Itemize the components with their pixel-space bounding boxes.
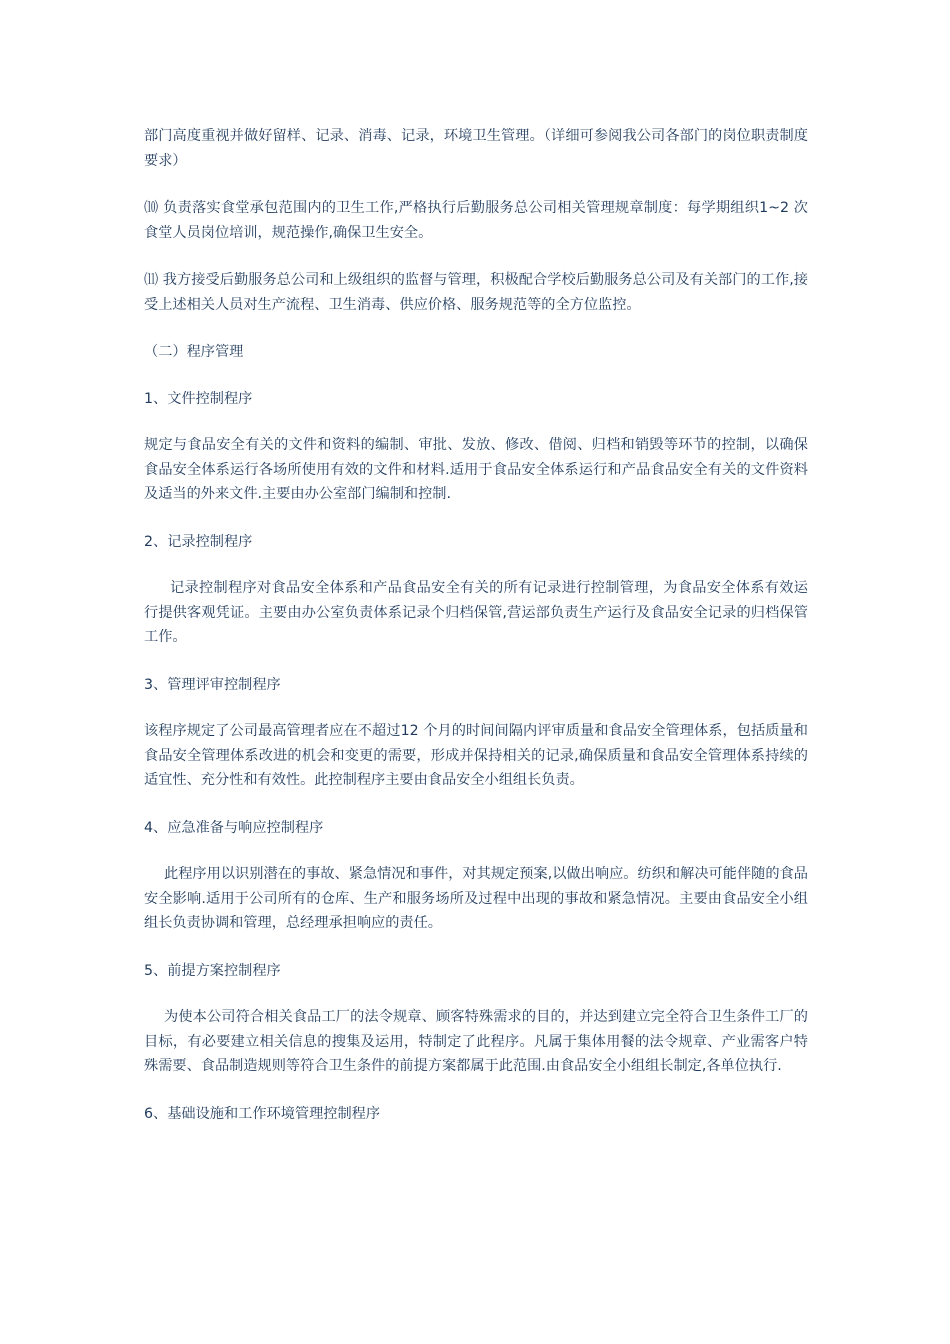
paragraph-item-11: ⑾ 我方接受后勤服务总公司和上级组织的监督与管理，积极配合学校后勤服务总公司及有关部门的工作,接受上述相关人员对生产流程、卫生消毒、供应价格、服务规范等的全方位监控。 (144, 272, 808, 313)
heading-document-control: 1、文件控制程序 (144, 390, 253, 407)
paragraph-prerequisite-program: 为使本公司符合相关食品工厂的法令规章、顾客特殊需求的目的，并达到建立完全符合卫生条件工厂的目标，有必要建立相关信息的搜集及运用，特制定了此程序。凡属于集体用餐的法令规章、产业需客户特殊需要、食品制造规则等符合卫生条件的前提方案都属于此范围.由食品安全小组组长制定,各单位执行. (144, 1009, 808, 1074)
document-body (144, 124, 808, 1148)
paragraph-management-review: 该程序规定了公司最高管理者应在不超过12 个月的时间间隔内评审质量和食品安全管理体系，包括质量和食品安全管理体系改进的机会和变更的需要，形成并保持相关的记录,确保质量和食品安全管理体系持续的适宜性、充分性和有效性。此控制程序主要由食品安全小组组长负责。 (144, 723, 808, 788)
paragraph-hygiene-management: 部门高度重视并做好留样、记录、消毒、记录，环境卫生管理。（详细可参阅我公司各部门的岗位职责制度要求） (144, 128, 808, 169)
paragraph-document-control: 规定与食品安全有关的文件和资料的编制、审批、发放、修改、借阅、归档和销毁等环节的控制，以确保食品安全体系运行各场所使用有效的文件和材料.适用于食品安全体系运行和产品食品安全有关的文件资料及适当的外来文件.主要由办公室部门编制和控制. (144, 437, 808, 502)
heading-record-control: 2、记录控制程序 (144, 533, 253, 550)
paragraph-emergency-response: 此程序用以识别潜在的事故、紧急情况和事件，对其规定预案,以做出响应。纺织和解决可能伴随的食品安全影响.适用于公司所有的仓库、生产和服务场所及过程中出现的事故和紧急情况。主要由食品安全小组组长负责协调和管理，总经理承担响应的责任。 (144, 866, 808, 931)
heading-management-review: 3、管理评审控制程序 (144, 676, 281, 693)
heading-infrastructure-environment: 6、基础设施和工作环境管理控制程序 (144, 1105, 381, 1122)
paragraph-item-10: ⑽ 负责落实食堂承包范围内的卫生工作,严格执行后勤服务总公司相关管理规章制度：每学期组织1~2 次食堂人员岗位培训，规范操作,确保卫生安全。 (144, 200, 808, 241)
paragraph-record-control: 记录控制程序对食品安全体系和产品食品安全有关的所有记录进行控制管理，为食品安全体系有效运行提供客观凭证。主要由办公室负责体系记录个归档保管,营运部负责生产运行及食品安全记录的归档保管工作。 (144, 580, 808, 645)
heading-prerequisite-program: 5、前提方案控制程序 (144, 962, 281, 979)
heading-emergency-response: 4、应急准备与响应控制程序 (144, 819, 324, 836)
section-heading-procedure-management: （二）程序管理 (144, 344, 244, 360)
